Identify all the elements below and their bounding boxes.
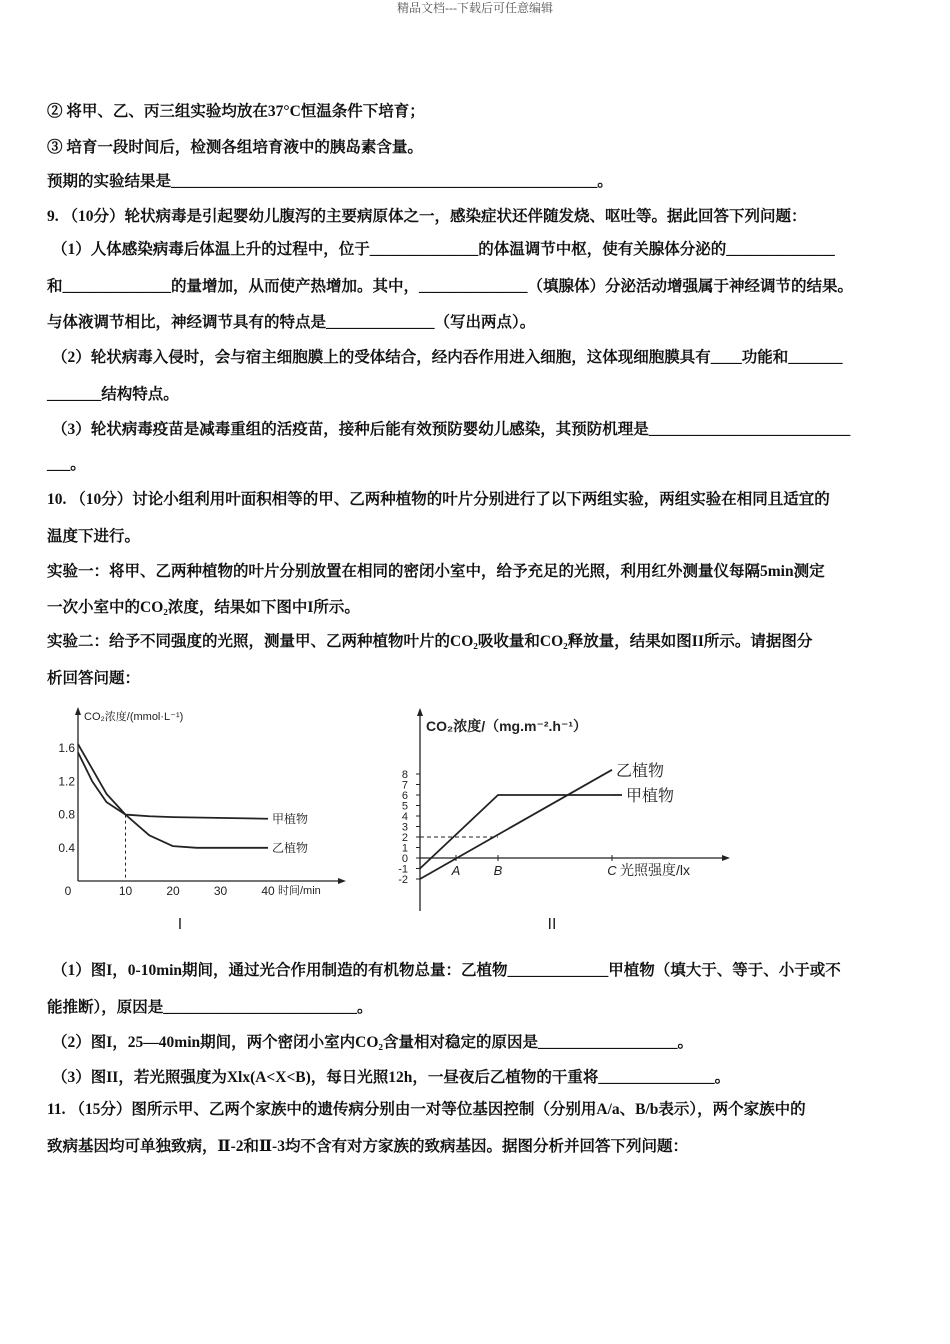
- x-tick-label: B: [493, 863, 503, 878]
- figure-I-title: I: [177, 916, 183, 933]
- text-line: 能推断），原因是_________________________。: [47, 999, 373, 1016]
- y-tick-label: -2: [398, 874, 408, 886]
- text-line: _______结构特点。: [47, 386, 179, 403]
- y-tick-label: -1: [398, 863, 408, 876]
- y-tick-label: 6: [401, 790, 408, 802]
- y-tick-label: 1.6: [58, 741, 75, 756]
- text-line: （2）图I，25—40min期间，两个密闭小室内CO₂含量相对稳定的原因是__________________。: [52, 1034, 694, 1051]
- legend-label: 甲植物: [272, 811, 309, 826]
- question-10-title: 10. （10分）讨论小组利用叶面积相等的甲、乙两种植物的叶片分别进行了以下两组实验，两组实验在相同且适宜的: [47, 491, 830, 508]
- x-tick-label: 0: [64, 884, 72, 898]
- text-line: ___。: [47, 456, 86, 473]
- y-axis-label: CO₂浓度/（mg.m⁻².h⁻¹）: [426, 718, 587, 734]
- x-axis-arrow: [338, 878, 346, 884]
- figure-II-title: II: [547, 916, 557, 933]
- y-tick-label: 1: [401, 842, 408, 855]
- y-tick-label: 0: [401, 853, 408, 865]
- text-line: ② 将甲、乙、丙三组实验均放在37°C恒温条件下培育；: [47, 103, 425, 120]
- text-line: 实验二：给予不同强度的光照，测量甲、乙两种植物叶片的CO₂吸收量和CO₂释放量，结果如图II所示。请据图分: [47, 633, 813, 650]
- text-line: 析回答问题：: [47, 670, 141, 687]
- x-tick-label: A: [451, 863, 461, 878]
- figure-II-chart: [392, 705, 742, 940]
- y-axis-label: CO₂浓度/(mmol·L⁻¹): [84, 711, 184, 723]
- legend-label: 乙植物: [272, 840, 309, 855]
- text-line: 与体液调节相比，神经调节具有的特点是______________（写出两点）。: [47, 314, 536, 331]
- x-tick-label: 40: [261, 884, 275, 898]
- y-tick-label: 0.4: [58, 840, 75, 855]
- x-axis-label: 光照强度/lx: [620, 862, 690, 878]
- legend-label: 乙植物: [616, 762, 665, 780]
- text-line: （3）图II，若光照强度为Xlx(A<X<B)，每日光照12h，一昼夜后乙植物的干重将_______________。: [52, 1069, 731, 1086]
- y-tick-label: 2: [401, 832, 408, 844]
- question-11-title: 11. （15分）图所示甲、乙两个家族中的遗传病分别由一对等位基因控制（分别用A/a、B/b表示），两个家族中的: [47, 1101, 806, 1118]
- y-tick-label: 5: [401, 800, 408, 813]
- y-axis-arrow: [417, 708, 423, 716]
- legend-label: 甲植物: [626, 788, 675, 805]
- text-line: 致病基因均可单独致病，Ⅱ-2和Ⅱ-3均不含有对方家族的致病基因。据图分析并回答下列问题：: [47, 1138, 688, 1155]
- x-axis-arrow: [722, 855, 730, 861]
- text-line: （2）轮状病毒入侵时，会与宿主细胞膜上的受体结合，经内吞作用进入细胞，这体现细胞膜具有____功能和_______: [52, 349, 843, 366]
- text-line: ③ 培育一段时间后，检测各组培育液中的胰岛素含量。: [47, 139, 423, 156]
- text-line: （1）图I，0-10min期间，通过光合作用制造的有机物总量：乙植物_____________甲植物（填大于、等于、小于或不: [52, 962, 841, 979]
- x-tick-label: C: [607, 863, 617, 878]
- y-tick-label: 1.2: [58, 774, 75, 789]
- figure-I-chart: [50, 705, 355, 935]
- question-9-title: 9. （10分）轮状病毒是引起婴幼儿腹泻的主要病原体之一，感染症状还伴随发烧、呕吐等。据此回答下列问题：: [47, 208, 807, 225]
- y-tick-label: 7: [401, 779, 408, 792]
- y-tick-label: 3: [401, 821, 408, 834]
- text-line: 一次小室中的CO₂浓度，结果如下图中I所示。: [47, 599, 360, 616]
- x-tick-label: 10: [118, 884, 133, 898]
- page-header: 精品文档---下载后可任意编辑: [397, 1, 553, 15]
- series-line-yi: [78, 744, 268, 848]
- y-tick-label: 4: [401, 811, 408, 823]
- text-line: 实验一：将甲、乙两种植物的叶片分别放置在相同的密闭小室中，给予充足的光照，利用红外测量仪每隔5min测定: [47, 563, 825, 580]
- series-line-yi: [420, 770, 612, 879]
- x-axis-label: 时间/min: [278, 885, 321, 897]
- series-line-jia: [78, 752, 268, 818]
- text-line: （1）人体感染病毒后体温上升的过程中，位于______________的体温调节中枢，使有关腺体分泌的______________: [52, 241, 835, 258]
- text-line: 预期的实验结果是_______________________________________________________。: [47, 173, 613, 190]
- y-tick-label: 8: [401, 769, 408, 781]
- y-tick-label: 0.8: [58, 807, 75, 822]
- x-tick-label: 20: [166, 884, 180, 898]
- y-axis-arrow: [75, 707, 81, 715]
- x-tick-label: 30: [213, 884, 228, 898]
- text-line: 和______________的量增加，从而使产热增加。其中，______________（填腺体）分泌活动增强属于神经调节的结果。: [47, 278, 854, 295]
- text-line: （3）轮状病毒疫苗是减毒重组的活疫苗，接种后能有效预防婴幼儿感染，其预防机理是__________________________: [52, 421, 851, 438]
- text-line: 温度下进行。: [47, 528, 141, 545]
